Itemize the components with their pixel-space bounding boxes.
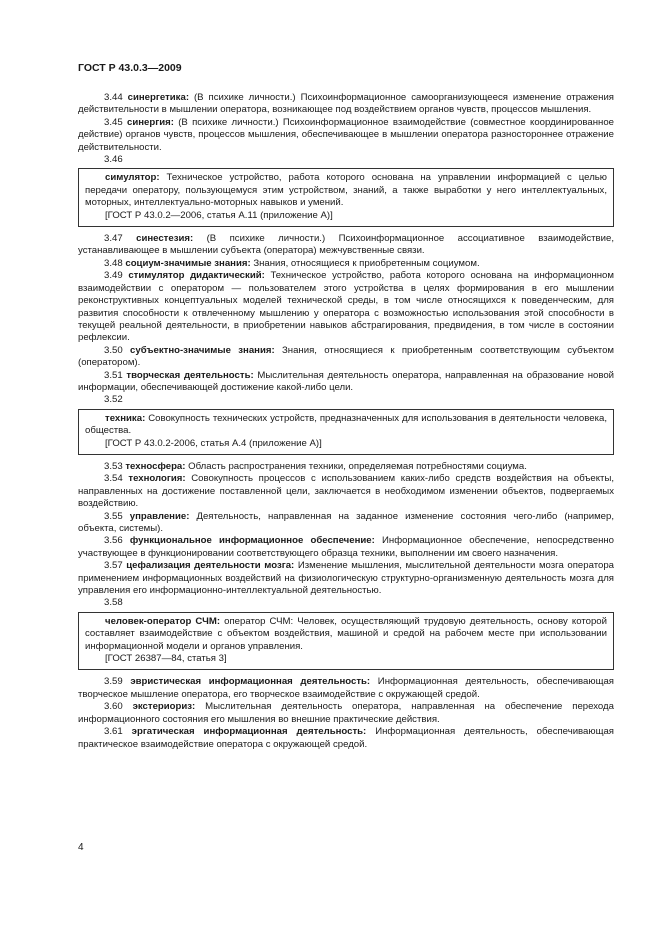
entry-3-54: 3.54 технология: Совокупность процессов с использованием каких-либо средств воздействия на объекты, направленных на достижение поставленной цели, заключается в необходимом изменении объектов, подвергаемых воздействию. [78,473,615,510]
entry-3-58: 3.58 [104,597,123,609]
definition-box-tekhnika: техника: Совокупность технических устройств, предназначенных для использования в деятельности человека, общества. [ГОСТ Р 43.0.2-2006, статья А.4 (приложение А)] [78,409,614,455]
terms-list [78,92,614,751]
entry-3-55: 3.55 управление: Деятельность, направленная на заданное изменение состояния чего-либо (например, объекта, системы). [78,510,614,534]
entry-3-51: 3.51 творческая деятельность: Мыслительная деятельность оператора, направленная на образование новой информации, обеспечивающей достижение какой-либо цели. [78,369,615,393]
page-number: 4 [78,842,84,853]
entry-3-61: 3.61 эргатическая информационная деятельность: Информационная деятельность, обеспечивающая практическое взаимодействие оператора с окружающей средой. [78,726,615,750]
entry-3-57: 3.57 цефализация деятельности мозга: Изменение мышления, мыслительной деятельности мозга оператора применением информационных воздействий на физиологическую структурно-организменную деятельность мозга для управления его информационно-интеллектуальной деятельностью. [78,560,614,597]
entry-3-59: 3.59 эвристическая информационная деятельность: Информационная деятельность, обеспечивающая творческое мышление оператора, его творческое взаимодействие с окружающей средой. [78,676,614,700]
standard-header: ГОСТ Р 43.0.3—2009 [78,62,182,74]
entry-3-48: 3.48 социум-значимые знания: Знания, относящиеся к приобретенным социумом. [104,257,480,269]
definition-box-simulator: симулятор: Техническое устройство, работа которого основана на управлении информацией с целью передачи оператору, пользующемуся этим устройством, знаний, а также выработки у него интеллектуальных, моторных, интеллектуально-моторных навыков и умений. [ГОСТ Р 43.0.2—2006, статья А.11 (приложение А)] [78,168,614,227]
reference: [ГОСТ Р 43.0.2-2006, статья А.4 (приложение А)] [105,437,322,449]
entry-3-60: 3.60 экстериориз: Мыслительная деятельность оператора, направленная на обеспечение перехода информационного состояния его мышления во внешние практические действия. [78,701,614,725]
reference: [ГОСТ 26387—84, статья 3] [105,653,227,665]
entry-3-44: 3.44 синергетика: (В психике личности.) Психоинформационное самоорганизующееся изменение отражения действительности в мышлении оператора, возникающее под воздействием органов чувств, процессов мышления. [78,92,614,116]
entry-3-53: 3.53 техносфера: Область распространения техники, определяемая потребностями социума. [104,460,527,472]
entry-3-52: 3.52 [104,394,123,406]
entry-3-46: 3.46 [104,154,123,166]
entry-3-56: 3.56 функциональное информационное обеспечение: Информационное обеспечение, непосредственно участвующее в функционировании соответствующего образца техники, выполнении им своего назначения. [78,535,615,559]
entry-3-45: 3.45 синергия: (В психике личности.) Психоинформационное взаимодействие (совместное координированное действие) органов чувств, процессов мышления, обеспечивающее в мышлении оператора разностороннее отражение действительности. [78,116,614,153]
definition-box-operator: человек-оператор СЧМ: оператор СЧМ: Человек, осуществляющий трудовую деятельность, основу которой составляет взаимодействие с объектом воздействия, машиной и средой на рабочем месте при использовании информационной модели и органов управления. [ГОСТ 26387—84, статья 3] [78,612,614,671]
entry-3-47: 3.47 синестезия: (В психике личности.) Психоинформационное ассоциативное взаимодействие, устанавливающее в мышлении субъекта (оператора) межчувственные связи. [78,233,614,257]
entry-3-49: 3.49 стимулятор дидактический: Техническое устройство, работа которого основана на информационном взаимодействии с оператором — пользователем этого устройства в целях формирования в его мышлении реконструктивных концептуальных моделей технической среды, в том числе относящихся к поведенческим, для развития способности к отвлеченному мышлению у оператора с возможностью использования этой способности в текущей реальной деятельности, в приобретении навыков абстрагирования, предвидения, в том числе в состоянии рефлексии. [78,270,614,344]
entry-3-50: 3.50 субъектно-значимые знания: Знания, относящиеся к приобретенным соответствующим субъектом (оператором). [78,344,615,369]
reference: [ГОСТ Р 43.0.2—2006, статья А.11 (приложение А)] [105,209,333,221]
